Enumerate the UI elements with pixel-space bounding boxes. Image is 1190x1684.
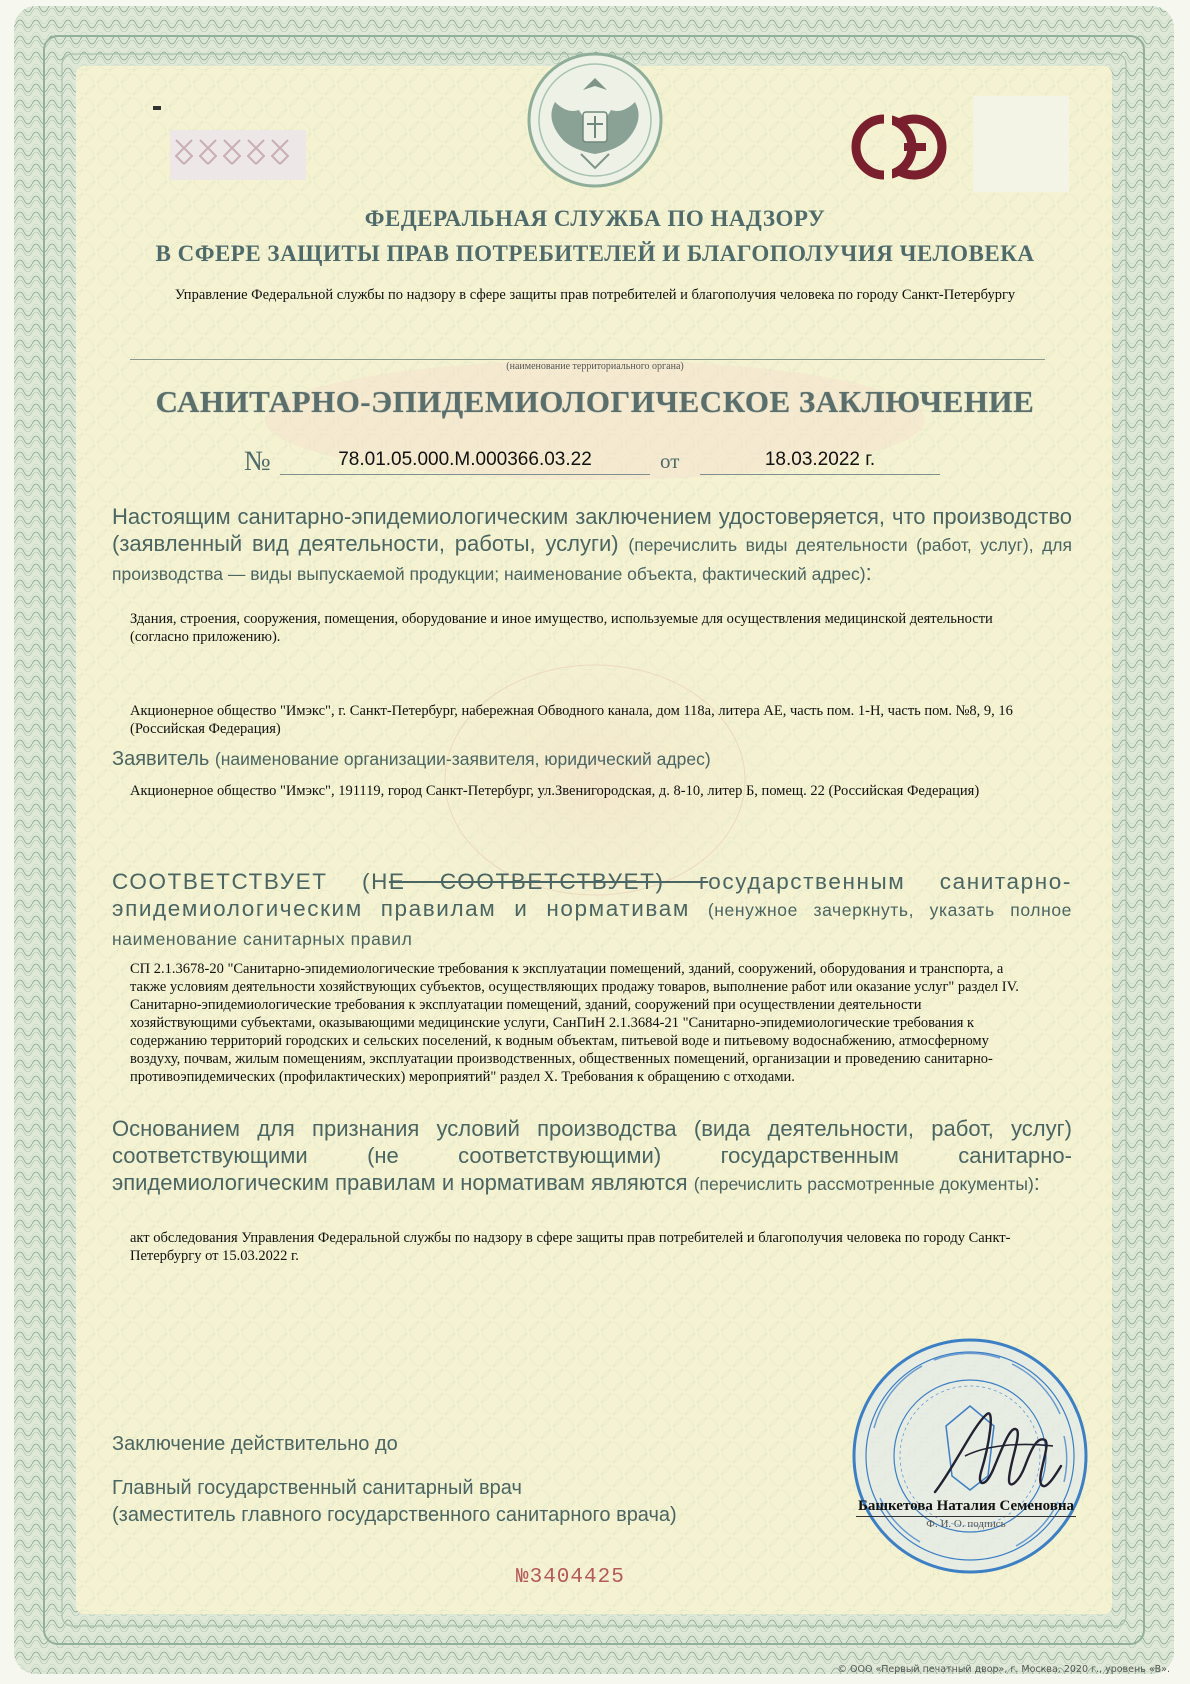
corner-blank-square — [973, 96, 1069, 192]
agency-line-2: В СФЕРЕ ЗАЩИТЫ ПРАВ ПОТРЕБИТЕЛЕЙ И БЛАГОПОЛУЧИЯ ЧЕЛОВЕКА — [155, 241, 1035, 266]
territorial-caption: (наименование территориального органа) — [506, 361, 684, 372]
chief-doctor-line-1: Главный государственный санитарный врач — [112, 1477, 522, 1499]
basis-main: Основанием для признания условий производства (вида деятельности, работ, услуг) соответствующими (не соответствующими) государственным санитарно-эпидемиологическим правилам и нормативам являются — [112, 1116, 1072, 1195]
date-underline — [700, 474, 940, 475]
valid-until-label: Заключение действительно до — [112, 1433, 398, 1455]
object-address: Акционерное общество "Имэкс", г. Санкт-Петербург, набережная Обводного канала, дом 118а, литера АЕ, часть пом. 1-Н, часть пом. №8, 9, 16 (Российская Федерация) — [130, 703, 1013, 737]
agency-line-1: ФЕДЕРАЛЬНАЯ СЛУЖБА ПО НАДЗОРУ — [364, 206, 826, 231]
hologram-icon — [170, 130, 306, 180]
basis-colon: : — [1033, 1170, 1040, 1195]
intro-colon: : — [865, 560, 872, 585]
territorial-underline — [130, 359, 1045, 360]
signer-name: Башкетова Наталия Семеновна — [857, 1498, 1075, 1514]
signer-underline — [856, 1516, 1076, 1517]
printer-imprint: © ООО «Первый печатный двор», г. Москва, 2020 г., уровень «В». — [837, 1664, 1170, 1675]
intro-hint: (перечислить виды деятельности (работ, услуг), для производства — виды выпускаемой продукции; наименование объекта, фактический адрес) — [112, 535, 1072, 584]
sanitary-rules-text: СП 2.1.3678-20 "Санитарно-эпидемиологические требования к эксплуатации помещений, зданий, сооружений, оборудования и транспорта, а также условиям деятельности хозяйствующих субъектов, осуществляющих продажу товаров, выполнение работ или оказание услуг" раздел IV. Санитарно-эпидемиологические требования к эксплуатации помещений, зданий, сооружений при осуществлении деятельности хозяйствующими субъектами, оказывающими медицинские услуги, СанПиН 2.1.3684-21 "Санитарно-эпидемиологические требования к содержанию территорий городских и сельских поселений, к водным объектам, питьевой воде и питьевому водоснабжению, атмосферному воздуху, почвам, жилым помещениям, эксплуатации производственных, общественных помещений, организации и проведению санитарно-противоэпидемических (профилактических) мероприятий" раздел X. Требования к обращению с отходами. — [130, 961, 1019, 1085]
intro-main: Настоящим санитарно-эпидемиологическим заключением удостоверяется, что производство (заявленный вид деятельности, работы, услуги) — [112, 504, 1072, 556]
basis-documents: акт обследования Управления Федеральной службы по надзору в сфере защиты прав потребителей и благополучия человека по городу Санкт-Петербургу от 15.03.2022 г. — [130, 1230, 1011, 1264]
number-underline — [280, 474, 650, 475]
date-from-label: от — [660, 449, 680, 473]
not-complies-struck: Е СООТВЕТСТВУЕТ) г — [388, 869, 709, 894]
compliance-paragraph — [112, 868, 1072, 953]
number-sign: № — [244, 446, 271, 477]
chief-doctor-line-2: (заместитель главного государственного санитарного врача) — [112, 1504, 677, 1526]
conclusion-date: 18.03.2022 г. — [764, 449, 876, 470]
basis-hint: (перечислить рассмотренные документы) — [693, 1174, 1034, 1194]
signer-caption: Ф. И. О. подпись — [926, 1518, 1006, 1530]
applicant-heading — [112, 748, 711, 771]
complies-word: СООТВЕТСТВУЕТ (Н — [112, 869, 389, 894]
applicant-hint: (наименование организации-заявителя, юридический адрес) — [214, 749, 711, 769]
document-title: САНИТАРНО-ЭПИДЕМИОЛОГИЧЕСКОЕ ЗАКЛЮЧЕНИЕ — [155, 384, 1035, 419]
signature-icon — [925, 1396, 1065, 1506]
applicant-value: Акционерное общество "Имэкс", 191119, город Санкт-Петербург, ул.Звенигородская, д. 8-10, литер Б, помещ. 22 (Российская Федерация) — [130, 783, 980, 799]
basis-paragraph — [112, 1115, 1072, 1198]
complies-hint: (ненужное зачеркнуть, указать полное наименование санитарных правил — [112, 900, 1073, 949]
subject-text: Здания, строения, сооружения, помещения, оборудование и иное имущество, используемые для осуществления медицинской деятельности (согласно приложению). — [130, 611, 993, 645]
coat-of-arms-icon — [515, 40, 675, 190]
ce-logo-icon — [850, 112, 950, 182]
intro-paragraph — [112, 503, 1072, 588]
top-left-mark — [153, 106, 161, 110]
applicant-label: Заявитель — [112, 748, 215, 770]
complies-rest: осударственным санитарно-эпидемиологическим правилам и нормативам — [112, 869, 1072, 921]
blank-serial-number: №3404425 — [516, 1566, 625, 1589]
department-name: Управление Федеральной службы по надзору в сфере защиты прав потребителей и благополучия человека по городу Санкт-Петербургу — [174, 287, 1016, 303]
conclusion-number: 78.01.05.000.М.000366.03.22 — [338, 449, 592, 470]
